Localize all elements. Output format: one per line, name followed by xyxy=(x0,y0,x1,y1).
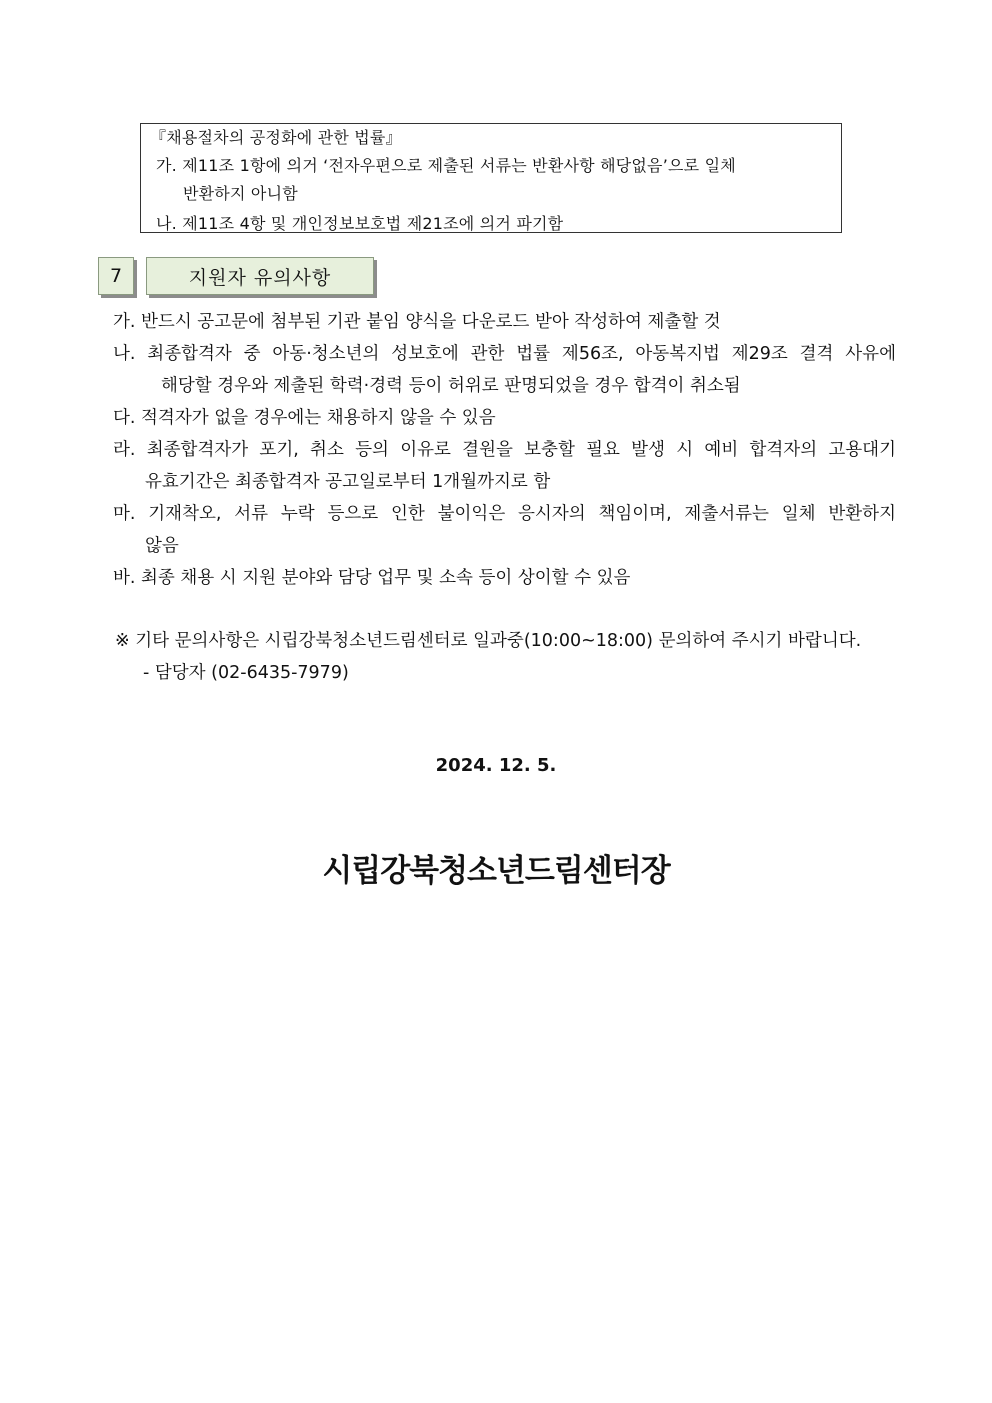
section-number-badge: 7 xyxy=(98,257,134,295)
notice-item-ra-line2: 유효기간은 최종합격자 공고일로부터 1개월까지로 함 xyxy=(145,472,551,492)
contact-phone: - 담당자 (02-6435-7979) xyxy=(143,663,349,683)
issuer-organization: 시립강북청소년드림센터장 xyxy=(322,853,670,889)
document-date: 2024. 12. 5. xyxy=(435,755,557,776)
notice-item-ma-line2: 않음 xyxy=(145,536,179,556)
notice-item-ma-line1: 마. 기재착오, 서류 누락 등으로 인한 불이익은 응시자의 책임이며, 제출서류는 일체 반환하지 xyxy=(113,504,896,524)
law-notice-title: 『채용절차의 공정화에 관한 법률』 xyxy=(150,128,402,147)
notice-item-ra-line1: 라. 최종합격자가 포기, 취소 등의 이유로 결원을 보충할 필요 발생 시 예비 합격자의 고용대기 xyxy=(113,440,896,460)
section-title: 지원자 유의사항 xyxy=(146,257,374,295)
law-notice-item-ga-line2: 반환하지 아니함 xyxy=(183,184,298,203)
notice-item-na-line2: 해당할 경우와 제출된 학력·경력 등이 허위로 판명되었을 경우 합격이 취소됨 xyxy=(161,376,741,396)
inquiry-note: ※ 기타 문의사항은 시립강북청소년드림센터로 일과중(10:00~18:00) 문의하여 주시기 바랍니다. xyxy=(115,631,862,651)
notice-item-ba: 바. 최종 채용 시 지원 분야와 담당 업무 및 소속 등이 상이할 수 있음 xyxy=(113,568,631,588)
law-notice-item-na: 나. 제11조 4항 및 개인정보보호법 제21조에 의거 파기함 xyxy=(156,214,564,233)
notice-item-ga: 가. 반드시 공고문에 첨부된 기관 붙임 양식을 다운로드 받아 작성하여 제출할 것 xyxy=(113,312,721,332)
notice-item-da: 다. 적격자가 없을 경우에는 채용하지 않을 수 있음 xyxy=(113,408,496,428)
notice-item-na-line1: 나. 최종합격자 중 아동·청소년의 성보호에 관한 법률 제56조, 아동복지법 제29조 결격 사유에 xyxy=(113,344,896,364)
law-notice-item-ga-line1: 가. 제11조 1항에 의거 ‘전자우편으로 제출된 서류는 반환사항 해당없음’으로 일체 xyxy=(156,156,736,175)
